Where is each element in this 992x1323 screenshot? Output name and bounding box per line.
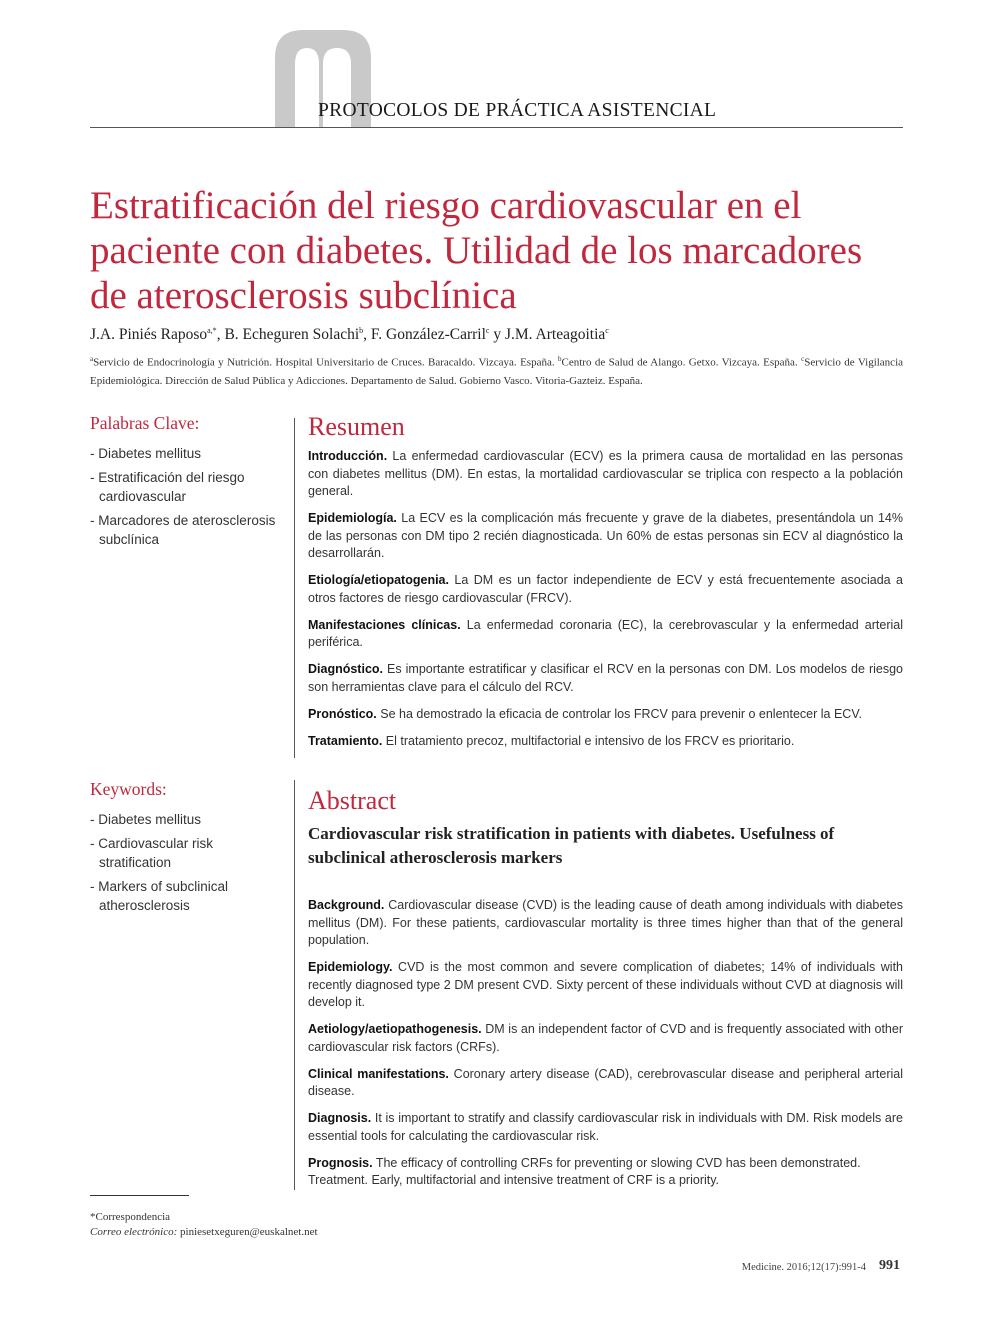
- para-text: The efficacy of controlling CRFs for preventing or slowing CVD has been demonstrated. Treatment. Early, multifactorial and intensive treatment of CRF is a priority.: [308, 1155, 861, 1187]
- author-3: F. González-Carril: [370, 326, 486, 344]
- author-sep: ,: [363, 326, 371, 344]
- author-4: J.M. Arteagoitia: [504, 326, 606, 344]
- author-4-sup: c: [605, 326, 609, 335]
- para-label: Diagnosis.: [308, 1111, 372, 1125]
- keywords-item: - Diabetes mellitus: [90, 812, 202, 827]
- resumen-heading: Resumen: [308, 412, 405, 441]
- palabras-clave-heading: Palabras Clave:: [90, 413, 200, 433]
- resumen-paragraph: [308, 617, 903, 652]
- para-text: Coronary artery disease (CAD), cerebrovascular disease and peripheral arterial disease.: [308, 1066, 903, 1098]
- keywords-heading: Keywords:: [90, 779, 167, 799]
- abstract-paragraph: [308, 1155, 903, 1190]
- author-2-sup: b: [359, 326, 364, 335]
- para-text: La enfermedad coronaria (EC), la cerebrovascular y la enfermedad arterial periférica.: [308, 617, 903, 649]
- affil-c-sup: c: [801, 355, 805, 363]
- resumen-divider: [294, 418, 295, 758]
- resumen-paragraph: [308, 706, 903, 724]
- author-sep: ,: [216, 326, 225, 344]
- affiliations: [90, 350, 903, 390]
- affil-b: Centro de Salud de Alango. Getxo. Vizcaya. España.: [561, 356, 802, 369]
- para-text: La DM es un factor independiente de ECV y está frecuentemente asociada a otros factores de riesgo cardiovascular (FRCV).: [308, 573, 903, 605]
- keywords-item: - Markers of subclinical atherosclerosis: [90, 878, 229, 913]
- palabras-clave-block: [90, 413, 280, 554]
- abstract-section: [308, 786, 903, 1199]
- footnote-divider: [90, 1195, 189, 1196]
- para-text: It is important to stratify and classify cardiovascular risk in individuals with DM. Risk models are essential tools for calculating the cardiovascular risk.: [308, 1111, 903, 1143]
- affil-a-sup: a: [90, 355, 94, 363]
- email-label: Correo electrónico:: [90, 1226, 178, 1238]
- para-label: Prognosis.: [308, 1155, 373, 1170]
- para-text: Cardiovascular disease (CVD) is the leading cause of death among individuals with diabetes mellitus (DM). For these patients, cardiovascular mortality is three times higher than that of the general population.: [308, 898, 903, 947]
- palabras-clave-item: - Marcadores de aterosclerosis subclínica: [90, 512, 276, 547]
- para-label: Pronóstico.: [308, 706, 377, 721]
- author-1-sup: a,*: [207, 326, 217, 335]
- para-label: Tratamiento.: [308, 733, 383, 748]
- para-text: CVD is the most common and severe complication of diabetes; 14% of individuals with recently diagnosed type 2 DM present CVD. Sixty percent of these individuals without CVD at diagnosis will develop it.: [308, 960, 903, 1009]
- para-text: La enfermedad cardiovascular (ECV) es la primera causa de mortalidad en las personas con diabetes mellitus (DM). En estas, la mortalidad cardiovascular se triplica con respecto a la población general.: [308, 449, 903, 498]
- article-title: Estratificación del riesgo cardiovascular en el paciente con diabetes. Utilidad de los marcadores de aterosclerosis subclínica: [90, 184, 863, 317]
- affil-a: Servicio de Endocrinología y Nutrición. Hospital Universitario de Cruces. Baracaldo. Vizcaya. España.: [93, 356, 558, 369]
- para-text: Se ha demostrado la eficacia de controlar los FRCV para prevenir o enlentecer la ECV.: [376, 706, 862, 721]
- abstract-english-title: Cardiovascular risk stratification in patients with diabetes. Usefulness of subclinical atherosclerosis markers: [308, 824, 835, 867]
- resumen-paragraph: [308, 448, 903, 501]
- keywords-block: [90, 779, 280, 920]
- para-text: Es importante estratificar y clasificar el RCV en la personas con DM. Los modelos de riesgo son herramientas clave para el cálculo del RCV.: [308, 662, 903, 694]
- abstract-paragraph: [308, 1021, 903, 1056]
- para-text: DM is an independent factor of CVD and is frequently associated with other cardiovascular risk factors (CRFs).: [308, 1022, 903, 1054]
- para-label: Diagnóstico.: [308, 662, 384, 676]
- affil-c: Servicio de Vigilancia Epidemiológica. Dirección de Salud Pública y Adicciones. Departamento de Salud. Gobierno Vasco. Vitoria-Gazteiz. España.: [90, 356, 904, 387]
- para-label: Aetiology/aetiopathogenesis.: [308, 1022, 482, 1036]
- page-number: 991: [879, 1258, 900, 1273]
- author-3-sup: c: [485, 326, 490, 335]
- keywords-item: - Cardiovascular risk stratification: [90, 835, 214, 870]
- abstract-paragraph: [308, 897, 903, 950]
- abstract-heading: Abstract: [308, 786, 397, 815]
- correspondence-note: *Correspondencia: [90, 1211, 171, 1223]
- author-2: B. Echeguren Solachi: [224, 326, 360, 344]
- header-divider: [90, 127, 903, 128]
- abstract-paragraph: [308, 1110, 903, 1145]
- para-label: Background.: [308, 898, 385, 912]
- author-sep: y: [489, 326, 505, 344]
- resumen-paragraph: [308, 733, 903, 751]
- abstract-divider: [294, 780, 295, 1190]
- para-label: Introducción.: [308, 449, 388, 463]
- para-text: La ECV es la complicación más frecuente y grave de la diabetes, presentándola un 14% de las personas con DM tipo 2 recién diagnosticada. Un 60% de estas personas sin ECV al diagnóstico la desarrollarán.: [308, 511, 903, 560]
- author-list: [90, 326, 903, 344]
- journal-citation: Medicine. 2016;12(17):991-4: [741, 1262, 866, 1273]
- para-label: Epidemiology.: [308, 960, 393, 974]
- para-label: Epidemiología.: [308, 511, 397, 525]
- para-text: El tratamiento precoz, multifactorial e intensivo de los FRCV es prioritario.: [382, 733, 795, 748]
- affil-b-sup: b: [558, 355, 562, 363]
- email-link[interactable]: piniesetxeguren@euskalnet.net: [177, 1226, 318, 1238]
- palabras-clave-item: - Diabetes mellitus: [90, 446, 202, 461]
- resumen-paragraph: [308, 510, 903, 563]
- resumen-paragraph: [308, 572, 903, 607]
- palabras-clave-item: - Estratificación del riesgo cardiovascular: [90, 469, 245, 504]
- section-label: PROTOCOLOS DE PRÁCTICA ASISTENCIAL: [318, 100, 717, 121]
- para-label: Clinical manifestations.: [308, 1066, 449, 1081]
- email-note: [90, 1226, 318, 1238]
- para-label: Etiología/etiopatogenia.: [308, 573, 449, 587]
- abstract-paragraph: [308, 959, 903, 1012]
- abstract-paragraph: [308, 1066, 903, 1101]
- resumen-paragraph: [308, 661, 903, 696]
- resumen-section: [308, 412, 903, 760]
- author-1: J.A. Piniés Raposo: [90, 326, 208, 344]
- para-label: Manifestaciones clínicas.: [308, 617, 461, 632]
